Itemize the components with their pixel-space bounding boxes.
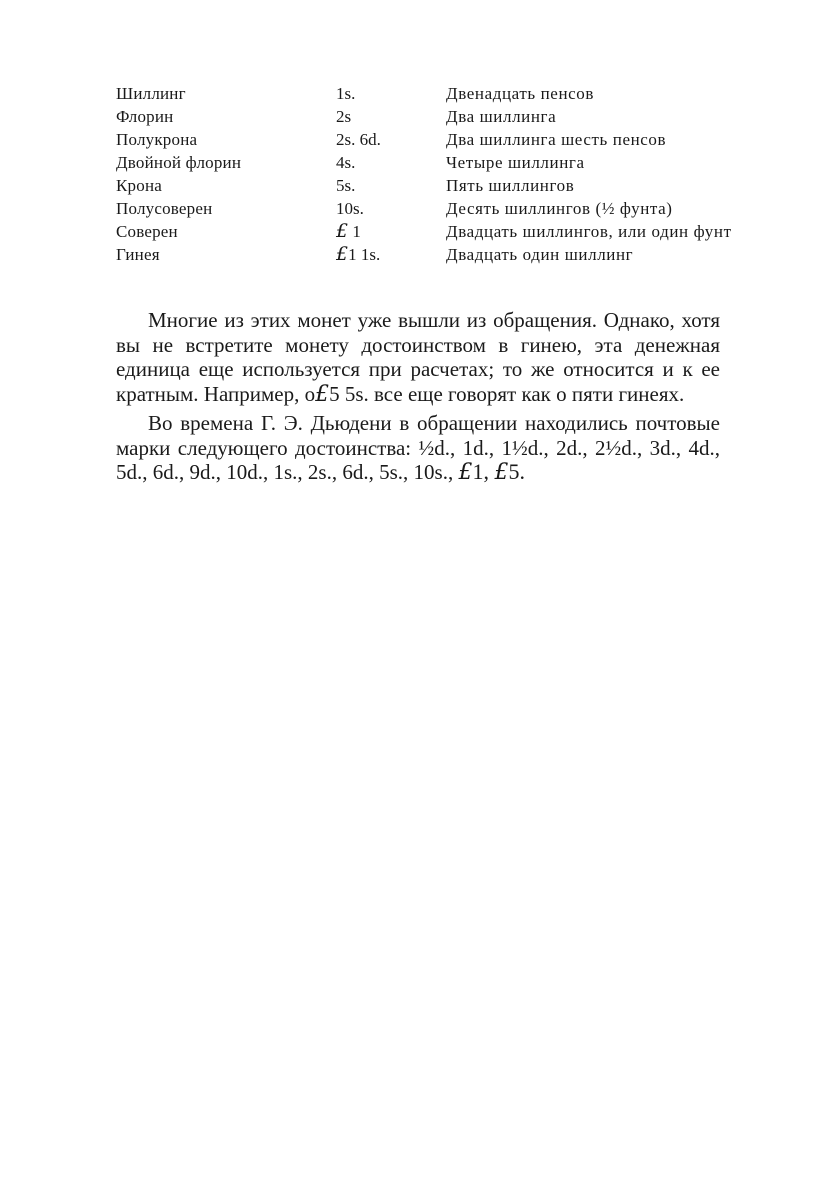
paragraph-text: Многие из этих монет уже вышли из обращения. Однако, хотя вы не встретите монету достоинством в гинею, эта денежная единица еще используется при расчетах; то же относится и к ее кратным. Например, о: [116, 308, 720, 406]
coin-value: Двадцать один шиллинг: [446, 245, 634, 264]
coin-abbreviation: 2s. 6d.: [336, 130, 381, 149]
coin-abbreviation: 5s.: [336, 176, 356, 195]
coin-row: [116, 151, 736, 174]
coin-row: [116, 105, 736, 128]
pound-symbol: £: [336, 220, 349, 242]
pound-symbol: £: [315, 381, 330, 407]
coin-abbreviation-amount: 1 1s.: [348, 245, 381, 264]
coin-row: [116, 128, 736, 151]
paragraph-text: Во времена Г. Э. Дьюдени в обращении находились почтовые марки следующего достоинства: ½d., 1d., 1½d., 2d., 2½d., 3d., 4d., 5d., 6d., 9d., 10d., 1s., 2s., 6d., 5s., 10s.,: [116, 411, 720, 484]
body-text: [116, 308, 720, 490]
paragraph-guinea: [116, 308, 720, 407]
coin-value: Двенадцать пенсов: [446, 84, 595, 103]
coin-row: [116, 82, 736, 105]
coin-name: Шиллинг: [116, 84, 186, 103]
coin-name: Полусоверен: [116, 199, 213, 218]
coin-abbreviation: 1s.: [336, 84, 356, 103]
coin-name: Флорин: [116, 107, 174, 126]
coin-abbreviation: 2s: [336, 107, 352, 126]
pound-symbol: £: [494, 460, 509, 485]
coin-value: Десять шиллингов (½ фунта): [446, 199, 673, 218]
coin-value: Двадцать шиллингов, или один фунт: [446, 222, 732, 241]
coin-value: Пять шиллингов: [446, 176, 575, 195]
coin-table: [116, 82, 736, 266]
coin-row: [116, 197, 736, 220]
coin-name: Крона: [116, 176, 162, 195]
paragraph-text: 5 5s. все еще говорят как о пяти гинеях.: [329, 381, 685, 406]
coin-name: Соверен: [116, 222, 178, 241]
coin-name: Гинея: [116, 245, 160, 264]
stamp-value: 5.: [508, 459, 525, 484]
coin-name: Двойной флорин: [116, 153, 242, 172]
coin-name: Полукрона: [116, 130, 198, 149]
pound-symbol: £: [336, 243, 349, 265]
coin-abbreviation: [336, 220, 446, 243]
paragraph-stamps: [116, 411, 720, 486]
coin-abbreviation-amount: 1: [352, 222, 361, 241]
stamp-value: 1,: [472, 459, 495, 484]
coin-value: Два шиллинга шесть пенсов: [446, 130, 667, 149]
coin-value: Два шиллинга: [446, 107, 557, 126]
coin-abbreviation: 10s.: [336, 199, 364, 218]
coin-abbreviation: 4s.: [336, 153, 356, 172]
pound-symbol: £: [458, 460, 473, 485]
coin-value: Четыре шиллинга: [446, 153, 585, 172]
coin-row: [116, 174, 736, 197]
coin-row: [116, 243, 736, 266]
coin-abbreviation: [336, 243, 446, 266]
coin-row: [116, 220, 736, 243]
